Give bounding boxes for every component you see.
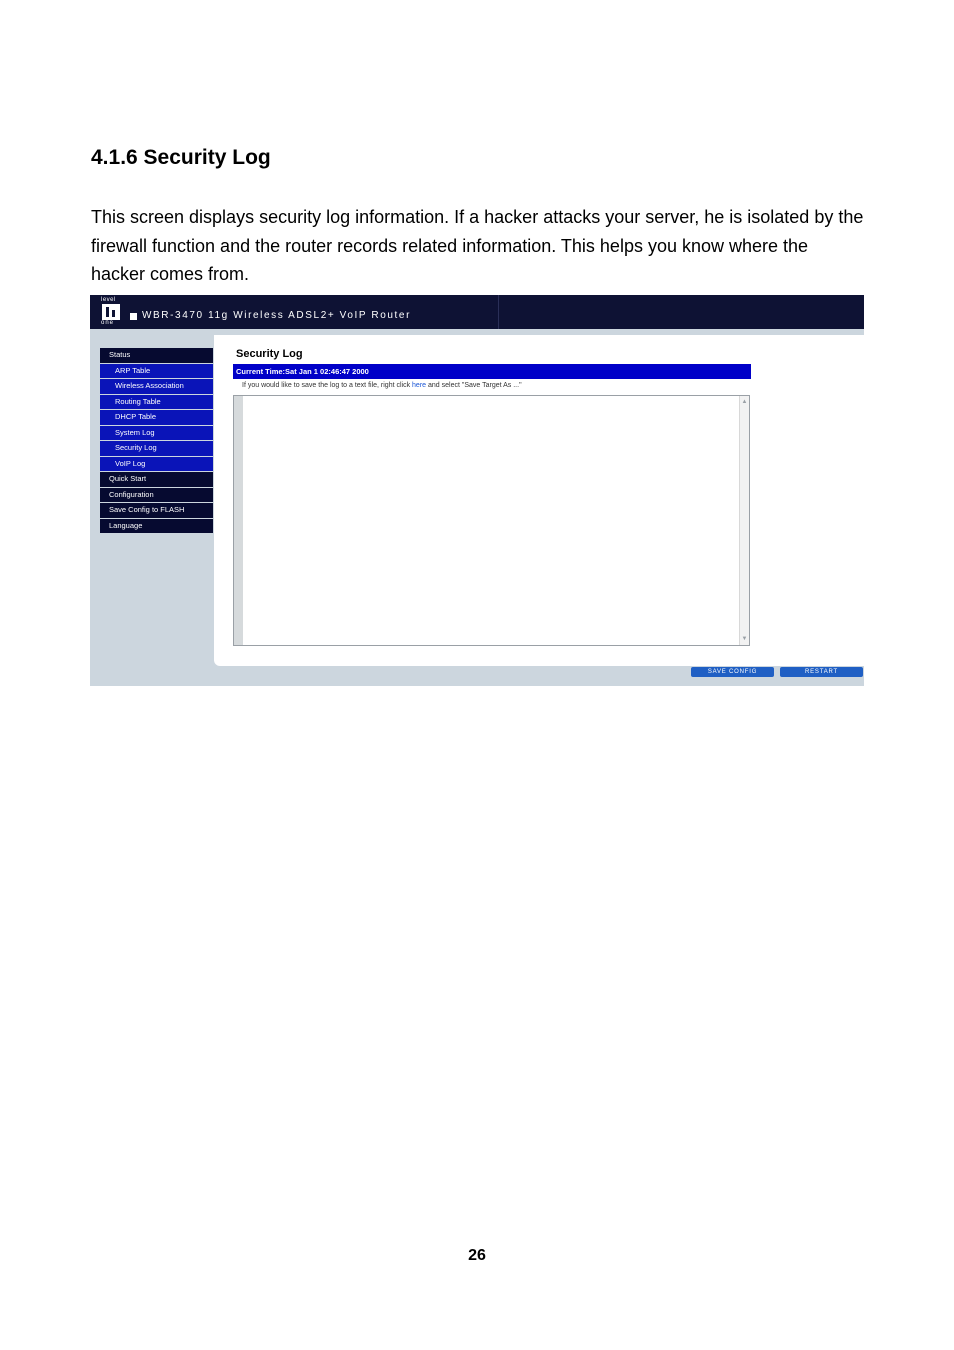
header-banner — [90, 295, 864, 329]
save-log-link[interactable]: here — [412, 382, 427, 389]
sidebar-item-wireless-association[interactable]: Wireless Association — [100, 379, 213, 394]
sidebar-item-dhcp-table[interactable]: DHCP Table — [100, 410, 213, 425]
log-scrollbar[interactable] — [739, 396, 749, 645]
square-bullet-icon — [130, 313, 137, 320]
main-content — [214, 335, 864, 666]
save-log-hint — [242, 382, 522, 389]
security-log-textarea[interactable] — [233, 395, 750, 646]
sidebar-item-system-log[interactable]: System Log — [100, 426, 213, 441]
page-title: Security Log — [236, 348, 303, 360]
sidebar-item-arp-table[interactable]: ARP Table — [100, 364, 213, 379]
section-description: This screen displays security log information. If a hacker attacks your server, he is isolated by the firewall function and the router records related information. This helps you know where the hacker comes from. — [91, 207, 864, 284]
logo-bottom-text: one — [101, 320, 115, 326]
section-heading: 4.1.6 Security Log — [91, 146, 271, 169]
levelone-logo-icon — [101, 297, 123, 327]
sidebar-item-status[interactable]: Status — [100, 348, 213, 363]
sidebar-item-quick-start[interactable]: Quick Start — [100, 472, 213, 487]
sidebar-item-configuration[interactable]: Configuration — [100, 488, 213, 503]
log-gutter — [234, 396, 243, 645]
hint-text-before: If you would like to save the log to a text file, right click — [242, 382, 413, 389]
current-time-bar: Current Time:Sat Jan 1 02:46:47 2000 — [233, 364, 751, 379]
sidebar-item-security-log[interactable]: Security Log — [100, 441, 213, 456]
sidebar-item-voip-log[interactable]: VoIP Log — [100, 457, 213, 472]
sidebar-item-save-config-to-flash[interactable]: Save Config to FLASH — [100, 503, 213, 518]
restart-button[interactable]: RESTART — [780, 667, 863, 677]
logo-mark — [102, 304, 120, 320]
save-config-button[interactable]: SAVE CONFIG — [691, 667, 774, 677]
scroll-up-arrow-icon[interactable]: ▲ — [741, 399, 748, 405]
page-number: 26 — [468, 1247, 486, 1264]
scroll-down-arrow-icon[interactable]: ▼ — [741, 636, 748, 642]
router-screenshot — [90, 295, 864, 686]
sidebar-item-routing-table[interactable]: Routing Table — [100, 395, 213, 410]
hint-text-after: and select "Save Target As ..." — [426, 382, 522, 389]
logo-top-text: level — [101, 297, 116, 303]
product-title: WBR-3470 11g Wireless ADSL2+ VoIP Router — [142, 310, 412, 321]
sidebar-menu — [100, 348, 213, 534]
sidebar-item-language[interactable]: Language — [100, 519, 213, 534]
banner-divider — [498, 295, 499, 329]
